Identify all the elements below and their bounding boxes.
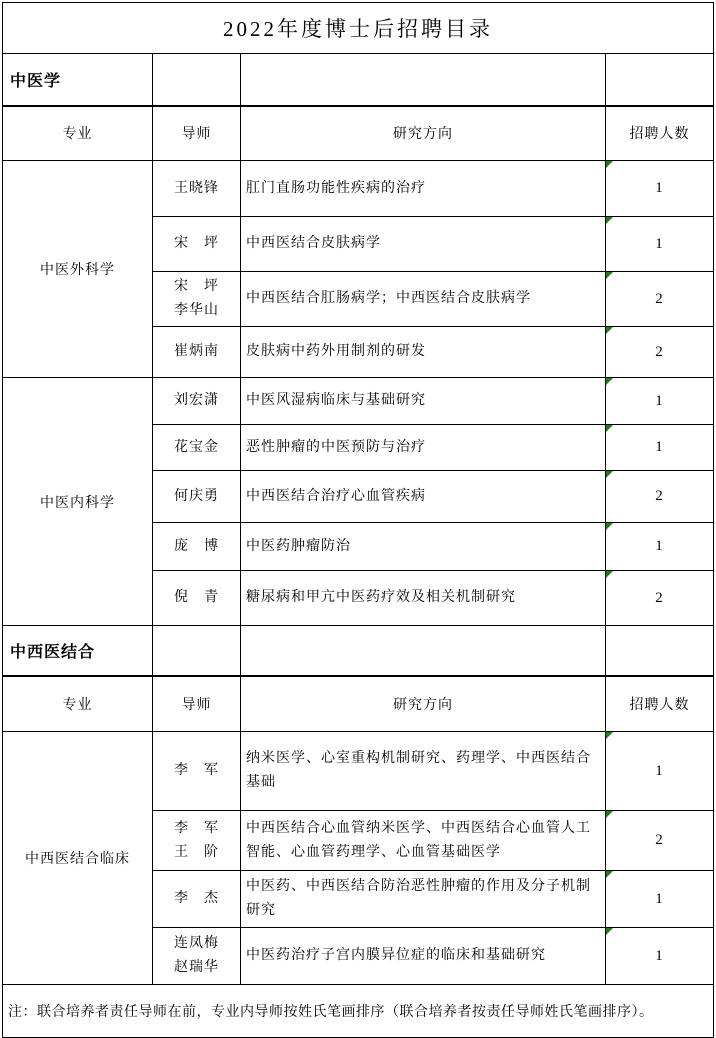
tutor-cell: 王晓锋 [153, 161, 241, 217]
error-indicator-icon [606, 161, 613, 168]
tutor-cell [153, 272, 241, 327]
major-cell: 中医内科学 [3, 378, 153, 626]
count-cell [606, 928, 714, 985]
tutor-name: 连凤梅 [174, 936, 219, 951]
count-cell [606, 732, 714, 811]
tutor-name: 王 阶 [174, 844, 219, 860]
count-cell [606, 471, 714, 523]
count-cell [606, 425, 714, 471]
tutor-cell: 倪 青 [153, 571, 241, 626]
count-value: 1 [655, 538, 664, 554]
error-indicator-icon [606, 378, 613, 385]
count-value: 1 [655, 439, 664, 455]
direction-cell: 中医风湿病临床与基础研究 [241, 378, 606, 425]
direction-cell: 中医药肿瘤防治 [241, 523, 606, 571]
tutor-cell: 何庆勇 [153, 471, 241, 523]
table-row [3, 378, 714, 425]
error-indicator-icon [606, 217, 613, 224]
col-header-direction: 研究方向 [241, 676, 606, 732]
error-indicator-icon [606, 928, 613, 935]
count-value: 2 [655, 290, 664, 307]
error-indicator-icon [606, 425, 613, 432]
section-label-zhongxiyi: 中西医结合 [3, 626, 153, 676]
count-cell [606, 871, 714, 928]
count-cell [606, 523, 714, 571]
error-indicator-icon [606, 811, 613, 818]
tutor-cell: 花宝金 [153, 425, 241, 471]
col-header-major: 专业 [3, 676, 153, 732]
col-header-count: 招聘人数 [606, 676, 714, 732]
error-indicator-icon [606, 327, 613, 334]
empty-cell [241, 54, 606, 106]
page-title: 2022年度博士后招聘目录 [3, 3, 714, 54]
count-cell [606, 378, 714, 425]
recruitment-table [2, 2, 714, 1038]
table-row [3, 732, 714, 811]
error-indicator-icon [606, 571, 613, 578]
tutor-name: 赵瑞华 [174, 960, 219, 975]
major-cell: 中西医结合临床 [3, 732, 153, 985]
col-header-direction: 研究方向 [241, 106, 606, 161]
count-cell [606, 571, 714, 626]
count-value: 2 [655, 589, 664, 606]
direction-cell: 恶性肿瘤的中医预防与治疗 [241, 425, 606, 471]
count-value: 2 [655, 832, 664, 848]
table-row [3, 161, 714, 217]
empty-cell [153, 626, 241, 676]
error-indicator-icon [606, 523, 613, 530]
count-value: 1 [655, 762, 664, 779]
count-value: 1 [655, 890, 664, 907]
tutor-cell: 李 军 [153, 732, 241, 811]
count-value: 1 [655, 180, 664, 196]
col-header-tutor: 导师 [153, 676, 241, 732]
empty-cell [606, 626, 714, 676]
count-cell [606, 217, 714, 272]
count-value: 1 [655, 392, 664, 409]
count-cell [606, 327, 714, 378]
section-label-zhongyixue: 中医学 [3, 54, 153, 106]
direction-cell: 糖尿病和甲亢中医药疗效及相关机制研究 [241, 571, 606, 626]
footnote: 注：联合培养者责任导师在前，专业内导师按姓氏笔画排序（联合培养者按责任导师姓氏笔画排序）。 [3, 985, 714, 1038]
col-header-major: 专业 [3, 106, 153, 161]
tutor-cell: 崔炳南 [153, 327, 241, 378]
error-indicator-icon [606, 471, 613, 478]
direction-cell: 肛门直肠功能性疾病的治疗 [241, 161, 606, 217]
count-value: 2 [655, 488, 664, 504]
tutor-cell: 李 杰 [153, 871, 241, 928]
count-value: 2 [655, 343, 664, 360]
direction-cell: 皮肤病中药外用制剂的研发 [241, 327, 606, 378]
tutor-cell: 刘宏潇 [153, 378, 241, 425]
count-cell [606, 811, 714, 871]
empty-cell [153, 54, 241, 106]
tutor-name: 李 军 [174, 820, 219, 836]
error-indicator-icon [606, 732, 613, 739]
direction-cell: 纳米医学、心室重构机制研究、药理学、中西医结合基础 [241, 732, 606, 811]
tutor-cell: 庞 博 [153, 523, 241, 571]
count-cell [606, 161, 714, 217]
count-value: 1 [655, 235, 664, 252]
col-header-count: 招聘人数 [606, 106, 714, 161]
tutor-cell: 宋 坪 [153, 217, 241, 272]
direction-cell: 中西医结合心血管纳米医学、中西医结合心血管人工智能、心血管药理学、心血管基础医学 [241, 811, 606, 871]
tutor-cell [153, 928, 241, 985]
empty-cell [241, 626, 606, 676]
direction-cell: 中医药、中西医结合防治恶性肿瘤的作用及分子机制研究 [241, 871, 606, 928]
major-cell: 中医外科学 [3, 161, 153, 378]
count-cell [606, 272, 714, 327]
tutor-cell [153, 811, 241, 871]
tutor-name: 李华山 [174, 303, 219, 318]
direction-cell: 中医药治疗子宫内膜异位症的临床和基础研究 [241, 928, 606, 985]
error-indicator-icon [606, 871, 613, 878]
direction-cell: 中西医结合皮肤病学 [241, 217, 606, 272]
tutor-name: 宋 坪 [174, 279, 219, 294]
direction-cell: 中西医结合治疗心血管疾病 [241, 471, 606, 523]
col-header-tutor: 导师 [153, 106, 241, 161]
empty-cell [606, 54, 714, 106]
count-value: 1 [655, 947, 664, 964]
direction-cell: 中西医结合肛肠病学；中西医结合皮肤病学 [241, 272, 606, 327]
error-indicator-icon [606, 272, 613, 279]
